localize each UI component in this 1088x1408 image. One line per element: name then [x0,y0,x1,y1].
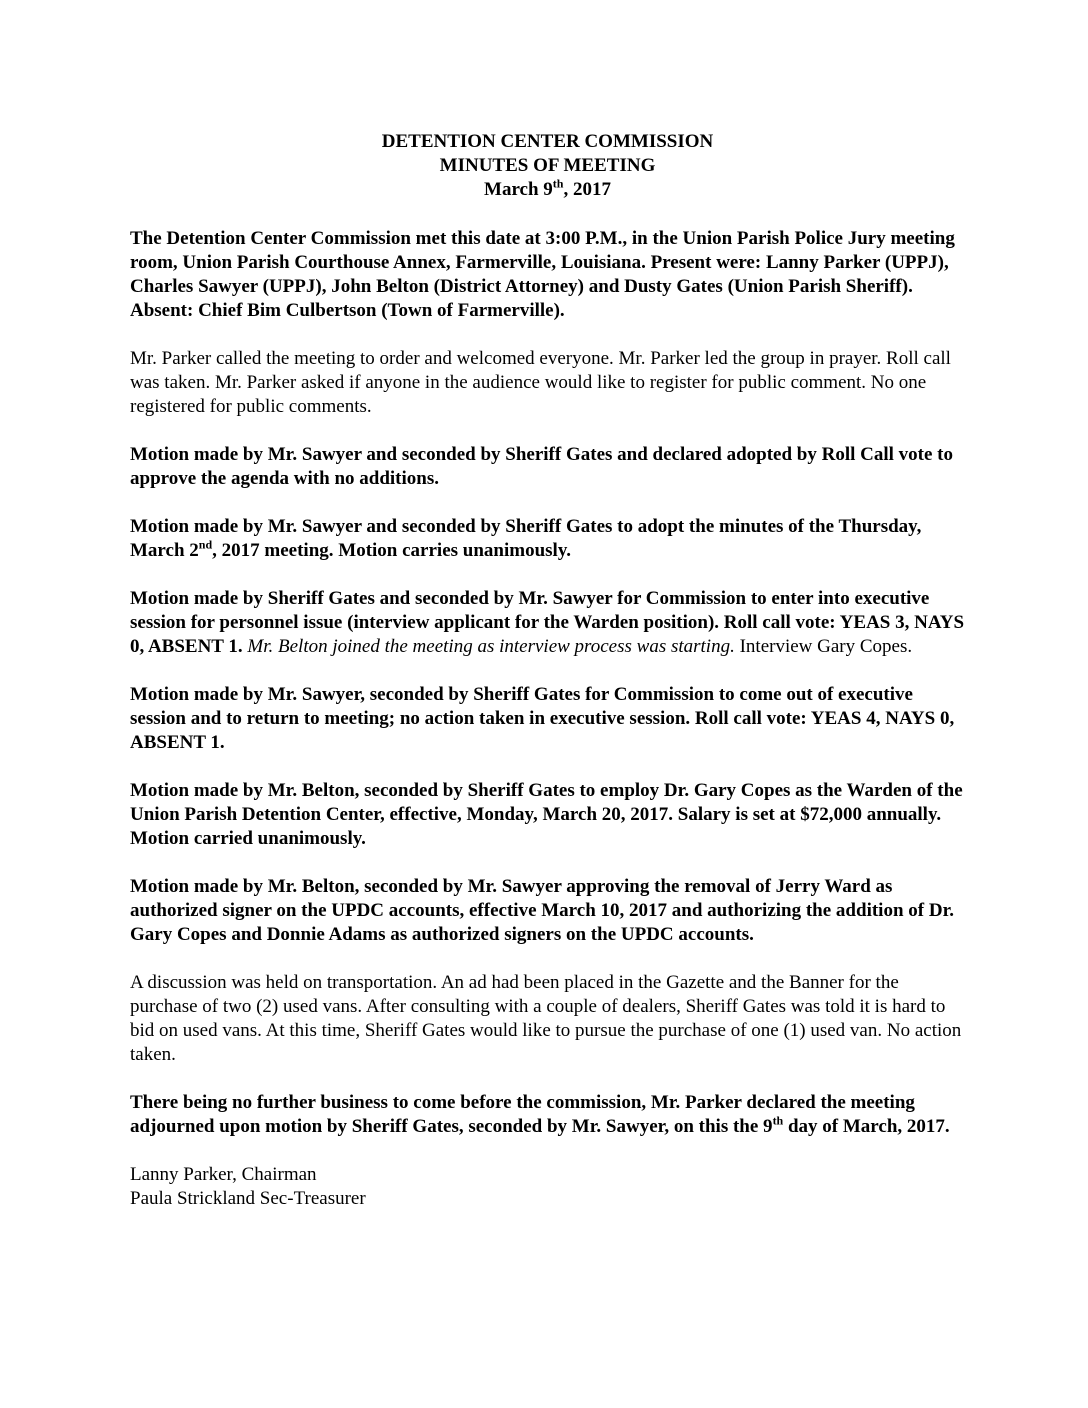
warden-employment-paragraph: Motion made by Mr. Belton, seconded by Sheriff Gates to employ Dr. Gary Copes as the Warden of the Union Parish Detention Center, effective, Monday, March 20, 2017. Salary is set at $72,000 annually. Motion carried unanimously. [130,780,963,849]
executive-session-paragraph [130,587,965,659]
signer-authorization-paragraph: Motion made by Mr. Belton, seconded by Mr. Sawyer approving the removal of Jerry Ward as authorized signer on the UPDC accounts, effective March 10, 2017 and authorizing the addition of Dr. Gary Copes and Donnie Adams as authorized signers on the UPDC accounts. [130,876,955,945]
minutes-motion-text-start: Motion made by Mr. Sawyer and seconded by Sheriff Gates to adopt the minutes of the Thursday, March 2 [130,516,922,561]
executive-session-motion: Motion made by Sheriff Gates and seconded by Mr. Sawyer for Commission to enter into executive session for personnel issue (interview applicant for the Warden position). Roll call vote: YEAS 3, NAYS 0, ABSENT 1. [130,588,965,657]
agenda-motion-paragraph: Motion made by Mr. Sawyer and seconded by Sheriff Gates and declared adopted by Roll Call vote to approve the agenda with no additions. [130,444,954,489]
meeting-date-suffix: th [552,176,564,191]
adjournment-text-end: day of March, 2017. [783,1116,950,1137]
secretary-signature: Paula Strickland Sec-Treasurer [130,1188,366,1209]
executive-session-interview: Interview Gary Copes. [739,636,913,657]
minutes-title: MINUTES OF MEETING [439,155,656,176]
transportation-discussion-paragraph: A discussion was held on transportation. An ad had been placed in the Gazette and the Banner for the purchase of two (2) used vans. After consulting with a couple of dealers, Sheriff Gates was told it is hard to bid on used vans. At this time, Sheriff Gates would like to pursue the purchase of one (1) used van. No action taken. [130,972,962,1065]
document-page [130,130,965,1211]
minutes-motion-date-suffix: nd [198,537,213,552]
meeting-date [130,178,965,202]
document-header [130,130,965,202]
adjournment-date-suffix: th [772,1113,784,1128]
executive-session-note: Mr. Belton joined the meeting as interview process was starting. [247,636,735,657]
meeting-date-month-day: March 9 [484,179,553,200]
meeting-date-year: , 2017 [563,179,611,200]
attendance-paragraph: The Detention Center Commission met this date at 3:00 P.M., in the Union Parish Police Jury meeting room, Union Parish Courthouse Annex, Farmerville, Louisiana. Present were: Lanny Parker (UPPJ), Charles Sawyer (UPPJ), John Belton (District Attorney) and Dusty Gates (Union Parish Sheriff). Absent: Chief Bim Culbertson (Town of Farmerville). [130,228,955,321]
adjournment-text-start: There being no further business to come before the commission, Mr. Parker declared the meeting adjourned upon motion by Sheriff Gates, seconded by Mr. Sawyer, on this the 9 [130,1092,915,1137]
minutes-motion-text-end: , 2017 meeting. Motion carries unanimously. [212,540,572,561]
commission-title: DETENTION CENTER COMMISSION [381,131,714,152]
return-to-meeting-paragraph: Motion made by Mr. Sawyer, seconded by Sheriff Gates for Commission to come out of executive session and to return to meeting; no action taken in executive session. Roll call vote: YEAS 4, NAYS 0, ABSENT 1. [130,684,955,753]
adjournment-paragraph [130,1091,965,1139]
signature-block [130,1163,965,1211]
call-to-order-paragraph: Mr. Parker called the meeting to order and welcomed everyone. Mr. Parker led the group in prayer. Roll call was taken. Mr. Parker asked if anyone in the audience would like to register for public comment. No one registered for public comments. [130,348,951,417]
chairman-signature: Lanny Parker, Chairman [130,1164,317,1185]
minutes-motion-paragraph [130,515,965,563]
